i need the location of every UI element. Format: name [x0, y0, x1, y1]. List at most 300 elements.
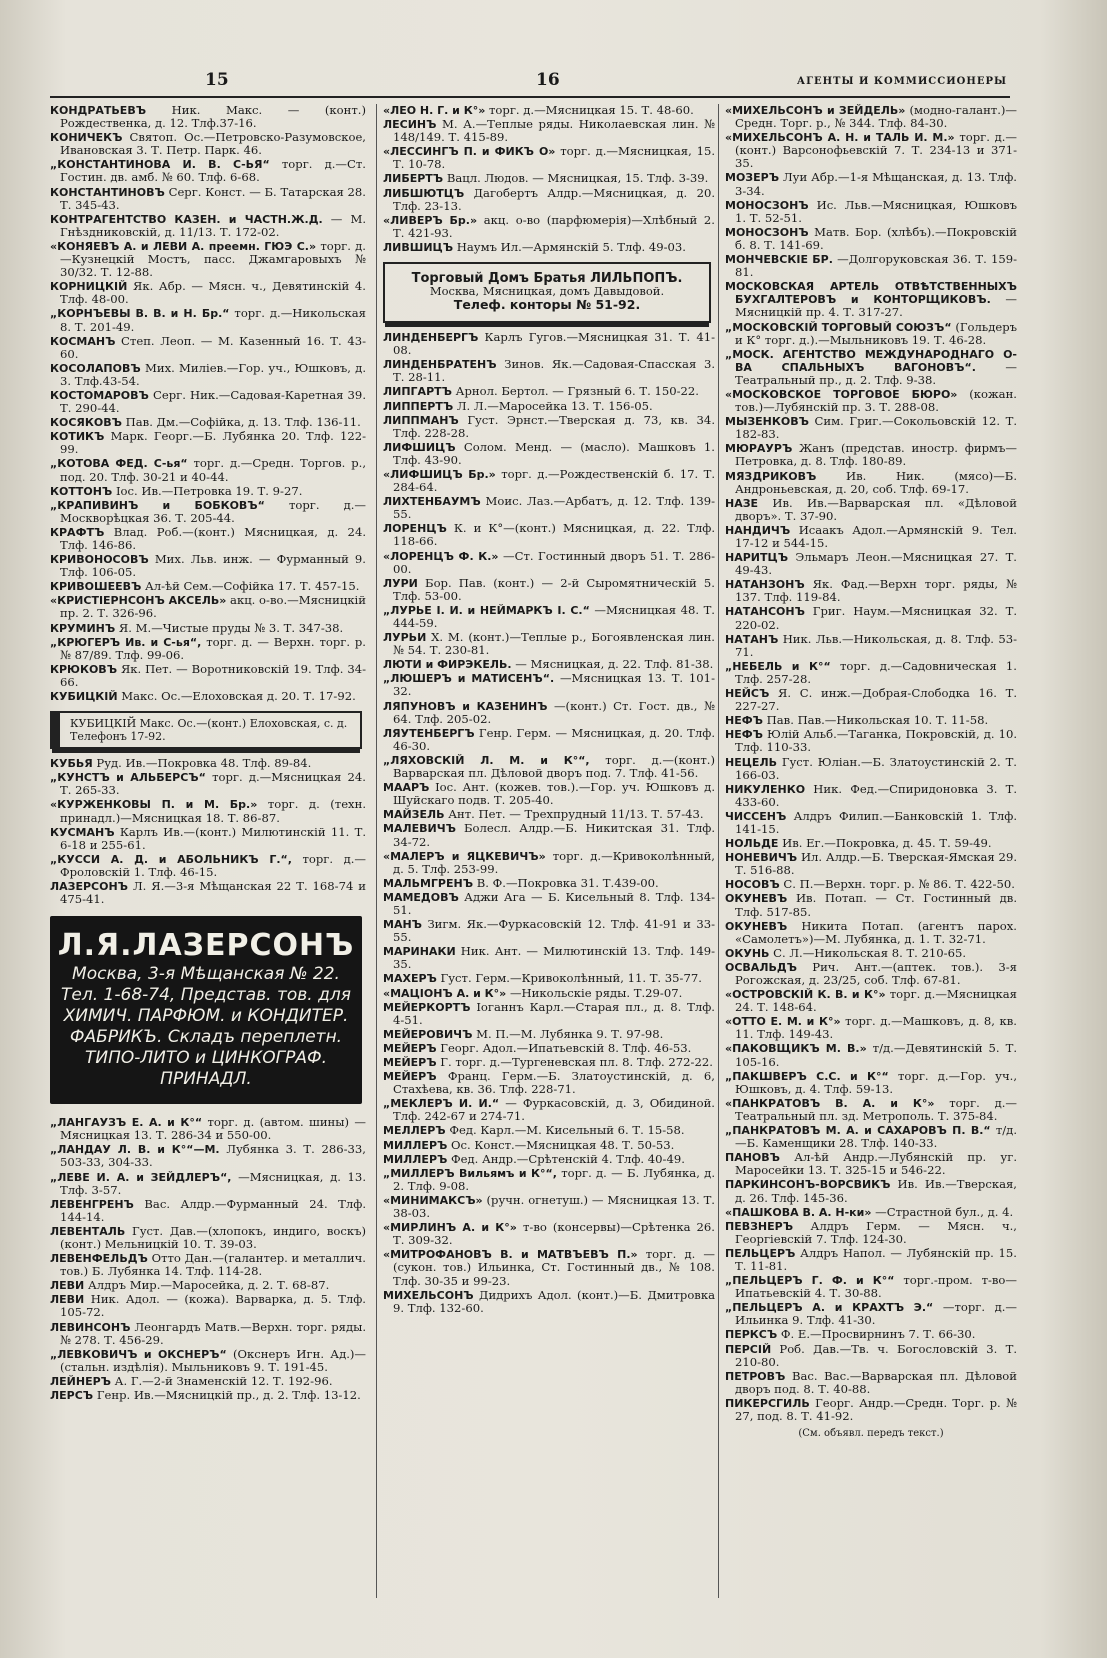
lilpop-title: Торговый Домъ Братья ЛИЛЬПОПЪ. [411, 271, 683, 287]
entry-details: —Никольскіе ряды. Т.29-07. [509, 985, 683, 1000]
directory-entry [383, 918, 715, 944]
directory-entry [50, 1143, 366, 1169]
entry-name: ОСВАЛЬДЪ [725, 960, 797, 974]
directory-entry [383, 945, 715, 971]
entry-name: „ЛЮШЕРЪ и МАТИСЕНЪ“. [383, 672, 555, 686]
entry-details: Карлъ Ив.—(конт.) Милютинскій 11. Т. 6-18 и 255-61. [60, 824, 367, 852]
entry-name: НОСОВЪ [725, 878, 780, 892]
directory-entry [383, 385, 715, 398]
entry-details: (кожан. тов.)—Лубянскій пр. 3. Т. 288-08. [735, 386, 1017, 415]
entry-details: В. Ф.—Покровка 31. Т.439-00. [476, 875, 659, 890]
entry-name: «ПАШКОВА В. А. Н-ки» [725, 1205, 872, 1219]
entry-name: ОКУНЬ [725, 946, 770, 960]
entry-details: Серг. Конст. — Б. Татарская 28. Т. 345-43. [60, 184, 366, 212]
directory-entry [50, 1321, 366, 1347]
entry-name: НАЗЕ [725, 496, 759, 510]
column-2 [376, 104, 715, 1598]
entry-details: Алдръ Напол. — Лубянскій пр. 15. Т. 11-81. [735, 1245, 1017, 1273]
entry-name: ЛИНДЕНБРАТЕНЪ [383, 358, 497, 372]
entry-details: — Фуркасовскій, д. 3, Обидиной. Тлф. 242-67 и 274-71. [393, 1096, 715, 1124]
directory-entry [383, 241, 715, 254]
directory-entry [50, 771, 366, 797]
entry-details: Ф. Е.—Просвирнинъ 7. Т. 66-30. [780, 1327, 976, 1342]
directory-entry [383, 822, 715, 848]
entry-details: акц. о-во.—Мясницкій пр. 2. Т. 326-96. [60, 593, 366, 621]
entry-details: Густ. Юліан.—Б. Златоустинскій 2. Т. 166-03. [735, 754, 1017, 782]
directory-entry [383, 550, 715, 576]
directory-entry [50, 690, 366, 703]
lilpop-phone: Телеф. конторы № 51-92. [453, 297, 641, 313]
directory-entry [50, 1225, 366, 1251]
entry-details: торг. д.—Кузнецкій Мостъ, пасс. Джамгаровыхъ № 30/32. Т. 12-88. [60, 238, 366, 280]
entry-details: Григ. Наум.—Мясницкая 32. Т. 220-02. [735, 604, 1018, 632]
directory-entry [725, 280, 1017, 319]
entry-details: Исаакъ Адол.—Армянскій 9. Тел. 17-12 и 544-15. [735, 522, 1017, 550]
directory-entry [725, 199, 1017, 225]
entry-details: Жанъ (представ. иностр. фирмъ—Петровка, д. 8. Тлф. 180-89. [735, 441, 1018, 469]
entry-name: «МИРЛИНЪ А. и К°» [383, 1221, 517, 1235]
entry-name: ЛИБЕРТЪ [383, 172, 444, 186]
entry-name: ЛЕВЕНГРЕНЪ [50, 1197, 134, 1211]
entry-name: «ЛИФШИЦЪ Бр.» [383, 467, 496, 481]
directory-entry [383, 187, 715, 213]
directory-entry [50, 622, 366, 635]
directory-entry [50, 1171, 366, 1197]
entry-details: Макс. Ос.—Елоховская д. 20. Т. 17-92. [121, 689, 356, 704]
entry-name: НЕЦЕЛЬ [725, 755, 777, 769]
entry-name: ПАРКИНСОНЪ-ВОРСВИКЪ [725, 1178, 891, 1192]
entry-details: т/д.—Б. Каменщики 28. Тлф. 140-33. [735, 1123, 1018, 1151]
adv-name: Л.Я.ЛАЗЕРСОНЪ [57, 928, 355, 964]
entry-name: «КОНЯЕВЪ А. и ЛЕВИ А. преемн. ГЮЭ С.» [50, 239, 317, 253]
directory-entry [725, 1343, 1017, 1369]
entry-details: Дагобертъ Алдр.—Мясницкая, д. 20. Тлф. 23-13. [393, 185, 716, 213]
entry-name: МЕЙЕРОВИЧЪ [383, 1027, 473, 1041]
directory-entry [725, 947, 1017, 960]
entry-details: Святоп. Ос.—Петровско-Разумовское, Ивановская 3. Т. Петр. Парк. 46. [60, 130, 366, 158]
directory-entry [50, 1348, 366, 1374]
directory-entry [50, 280, 366, 306]
entry-name: ЛЕЙНЕРЪ [50, 1374, 111, 1388]
entry-details: А. Г.—2-й Знаменскій 12. Т. 192-96. [114, 1373, 333, 1388]
entry-details: торг. д.—Гор. уч., Юшковъ, д. 4. Тлф. 59-13. [735, 1068, 1018, 1096]
entry-name: НОЛЬДЕ [725, 837, 779, 851]
entry-name: „НЕБЕЛЬ и К°“ [725, 659, 831, 673]
entry-details: Георг. Адол.—Ипатьевскій 8. Тлф. 46-53. [440, 1040, 692, 1055]
entry-name: «ОСТРОВСКІЙ К. В. и К°» [725, 988, 886, 1002]
entry-name: КОТИКЪ [50, 430, 105, 444]
entry-name: ПЕРКСЪ [725, 1328, 778, 1342]
entry-details: торг.-пром. т-во—Ипатьевскій 4. Т. 30-88. [735, 1273, 1018, 1301]
entry-name: КРЮКОВЪ [50, 662, 118, 676]
entry-name: КОРНИЦКІЙ [50, 280, 128, 294]
entry-details: — Театральный пр., д. 2. Тлф. 9-38. [735, 359, 1017, 387]
entry-details: — М. Гнѣздниковскій, д. 11/13. Т. 172-02. [60, 211, 367, 239]
entry-details: Болесл. Алдр.—Б. Никитская 31. Тлф. 34-72. [393, 821, 716, 849]
directory-entry [725, 104, 1017, 130]
entry-name: ПЕЛЬЦЕРЪ [725, 1246, 796, 1260]
directory-entry [50, 1389, 366, 1402]
entry-details: Ал-ѣй Сем.—Софійка 17. Т. 457-15. [145, 579, 360, 594]
entry-name: МЕЙЕРЪ [383, 1070, 437, 1084]
entry-name: „ЛУРЬЕ І. И. и НЕЙМАРКЪ І. С.“ [383, 603, 590, 617]
entry-details: М. А.—Теплые ряды. Николаевская лин. № 148/149. Т. 415-89. [393, 117, 715, 145]
entry-details: Зигм. Як.—Фуркасовскій 12. Тлф. 41-91 и 33-55. [393, 917, 716, 945]
entry-details: Ив. Ив.—Тверская, д. 26. Тлф. 145-36. [735, 1177, 1017, 1205]
entry-details: Л. Я.—3-я Мѣщанская 22 Т. 168-74 и 475-41. [60, 878, 366, 907]
entry-details: торг. д. — Б. Лубянка, д. 2. Тлф. 9-08. [393, 1165, 716, 1193]
entry-details: Ник. Макс. — (конт.) Рождественка, д. 12. Тлф.37-16. [60, 103, 366, 131]
entry-name: ЛИФШИЦЪ [383, 440, 456, 454]
directory-entry [725, 892, 1017, 918]
entry-name: „ПЕЛЬЦЕРЪ А. и КРАХТЪ Э.“ [725, 1301, 934, 1315]
entry-details: торг. д.—Кривоколѣнный, д. 5. Тлф. 253-99. [393, 848, 715, 876]
directory-entry [725, 388, 1017, 414]
entry-name: МЮРАУРЪ [725, 442, 793, 456]
entry-details: Ив. Ег.—Покровка, д. 45. Т. 59-49. [782, 836, 992, 851]
entry-details: Х. М. (конт.)—Теплые р., Богоявленская лин. № 54. Т. 230-81. [393, 630, 715, 658]
directory-entry [50, 1375, 366, 1388]
entry-details: Зинов. Як.—Садовая-Спасская 3. Т. 28-11. [393, 357, 716, 385]
entry-details: —Мясницкая 48. Т. 444-59. [393, 602, 715, 630]
directory-entry [383, 631, 715, 657]
entry-name: ЛЕВИ [50, 1279, 85, 1293]
entry-details: (ручн. огнетуш.) — Мясницкая 13. Т. 38-03. [393, 1192, 715, 1221]
directory-entry [725, 1274, 1017, 1300]
entry-details: Степ. Леоп. — М. Казенный 16. Т. 43-60. [60, 333, 366, 361]
entry-name: „КОНСТАНТИНОВА И. В. С-ЬЯ“ [50, 158, 270, 172]
directory-entry [725, 1370, 1017, 1396]
directory-entry [383, 331, 715, 357]
entry-details: Ос. Конст.—Мясницкая 48. Т. 50-53. [451, 1137, 675, 1152]
entry-details: торг. д.—Ст. Гостин. дв. амб. № 60. Тлф. 6-68. [60, 157, 366, 185]
entry-details: Матв. Бор. (хлѣбъ).—Покровскій б. 8. Т. 141-69. [735, 224, 1018, 252]
entry-name: НАРИТЦЪ [725, 551, 789, 565]
header-rule [50, 96, 1010, 98]
entry-details: Генр. Ив.—Мясницкій пр., д. 2. Тлф. 13-12. [96, 1388, 361, 1403]
entry-details: Серг. Ник.—Садовая-Каретная 39. Т. 290-44. [60, 387, 366, 416]
directory-entry [725, 810, 1017, 836]
entry-details: Роб. Дав.—Тв. ч. Богословскій 3. Т. 210-80. [735, 1341, 1017, 1369]
entry-name: НОНЕВИЧЪ [725, 851, 798, 865]
entry-name: МОНОСЗОНЪ [725, 198, 809, 212]
entry-name: ЛЕВИ [50, 1293, 85, 1307]
entry-name: „ПЕЛЬЦЕРЪ Г. Ф. и К°“ [725, 1274, 895, 1288]
entry-name: «МИНИМАКСЪ» [383, 1193, 483, 1207]
directory-entry [383, 1124, 715, 1137]
entry-details: Луи Абр.—1-я Мѣщанская, д. 13. Тлф. 3-34. [735, 170, 1017, 198]
entry-details: —Долгоруковская 36. Т. 159-81. [735, 252, 1018, 280]
directory-entry [383, 1028, 715, 1041]
entry-details: т-во (консервы)—Срѣтенка 26. Т. 309-32. [393, 1220, 715, 1248]
entry-details: Вацл. Людов. — Мясницкая, 15. Тлф. 3-39. [446, 171, 709, 186]
entry-name: ПИКЕРСГИЛЬ [725, 1396, 810, 1410]
entry-details: торг. д.—Машковъ, д. 8, кв. 11. Тлф. 149-43. [735, 1014, 1017, 1042]
entry-name: КОСЯКОВЪ [50, 416, 122, 430]
entry-details: Ив. Ив.—Варварская пл. «Дѣловой дворъ». Т. 37-90. [735, 495, 1018, 523]
directory-entry [725, 756, 1017, 782]
directory-entry [50, 158, 366, 184]
directory-entry [383, 1248, 715, 1287]
entry-name: КРИВОНОСОВЪ [50, 553, 149, 567]
entry-details: —Ст. Гостинный дворъ 51. Т. 286-00. [393, 548, 716, 576]
entry-name: „ПАНКРАТОВЪ М. А. и САХАРОВЪ П. В.“ [725, 1124, 991, 1138]
entry-details: Мих. Милiев.—Гор. уч., Юшковъ, д. 3. Тлф.43-54. [60, 360, 367, 388]
entry-details: Ант. Пет. — Трехпрудный 11/13. Т. 57-43. [448, 807, 704, 822]
entry-details: Франц. Герм.—Б. Златоустинскій, д. 6, Стахѣева, кв. 36. Тлф. 228-71. [393, 1069, 715, 1097]
directory-entry [725, 660, 1017, 686]
entry-name: МАХЕРЪ [383, 972, 437, 986]
entry-details: торг. д. (автом. шины) — Мясницкая 13. Т. 286-34 и 550-00. [60, 1115, 366, 1143]
entry-details: Сим. Григ.—Сокольовскій 12. Т. 182-83. [735, 414, 1018, 442]
entry-name: ЛУРЬИ [383, 631, 427, 645]
directory-entry [725, 1070, 1017, 1096]
entry-details: Алдръ Герм. — Мясн. ч., Георгіевскій 7. Тлф. 124-30. [735, 1218, 1017, 1246]
entry-details: Ил. Алдр.—Б. Тверская-Ямская 29. Т. 516-88. [735, 850, 1017, 878]
entry-details: Рич. Ант.—(аптек. тов.). 3-я Рогожская, д. 23/25, соб. Тлф. 67-81. [735, 959, 1018, 987]
kubitsky-ad-text: КУБИЦКІЙ Макс. Ос.—(конт.) Елоховская, с. д. Телефонъ 17-92. [70, 717, 348, 744]
entry-name: ПЕТРОВЪ [725, 1369, 786, 1383]
entry-details: Генр. Герм. — Мясницкая, д. 20. Тлф. 46-30. [393, 725, 716, 753]
directory-entry [383, 1153, 715, 1166]
entry-name: «ЛЕССИНГЪ П. и ФИКЪ О» [383, 145, 556, 159]
entry-name: ЛИНДЕНБЕРГЪ [383, 331, 479, 345]
entry-details: Ив. Ник. (мясо)—Б. Андроньевская, д. 20, соб. Тлф. 69-17. [735, 468, 1017, 496]
entry-name: ЛЮТИ и ФИРЭКЕЛЬ. [383, 658, 512, 672]
entry-name: ЛИППМАНЪ [383, 413, 459, 427]
directory-entry [50, 362, 366, 388]
entry-name: КОНСТАНТИНОВЪ [50, 185, 165, 199]
entry-name: КОСОЛАПОВЪ [50, 361, 141, 375]
entry-name: МИХЕЛЬСОНЪ [383, 1288, 474, 1302]
directory-entry [725, 1328, 1017, 1341]
entry-name: МИЛЛЕРЪ [383, 1138, 448, 1152]
directory-entry [725, 415, 1017, 441]
directory-entry [383, 672, 715, 698]
entry-name: МОНОСЗОНЪ [725, 225, 809, 239]
directory-entry [725, 961, 1017, 987]
directory-entry [725, 783, 1017, 809]
entry-details: —Мясницкая, д. 13. Тлф. 3-57. [60, 1169, 366, 1197]
entry-name: МОСКОВСКАЯ АРТЕЛЬ ОТВѢТСТВЕННЫХЪ БУХГАЛТЕРОВЪ и КОНТОРЩИКОВЪ. [725, 280, 1017, 307]
directory-entry [50, 580, 366, 593]
column-1 [50, 104, 366, 1598]
entry-name: „ЛАНДАУ Л. В. и К°“—М. [50, 1143, 220, 1157]
entry-name: ЛИХТЕНБАУМЪ [383, 495, 481, 509]
directory-entry [383, 1070, 715, 1096]
entry-name: ОКУНЕВЪ [725, 919, 788, 933]
entry-name: КУБЬЯ [50, 757, 93, 771]
directory-entry [725, 851, 1017, 877]
entry-name: ЛОРЕНЦЪ [383, 522, 447, 536]
entry-details: Як. Пет. — Воротниковскій 19. Тлф. 34-66. [60, 661, 366, 689]
entry-name: МЕЙЕРЪ [383, 1041, 437, 1055]
entry-name: „КОТОВА ФЕД. С-ья“ [50, 457, 188, 471]
entry-details: С. Л.—Никольская 8. Т. 210-65. [773, 945, 967, 960]
entry-name: «МИХЕЛЬСОНЪ А. Н. и ТАЛЬ И. М.» [725, 131, 955, 145]
directory-entry [50, 389, 366, 415]
entry-details: Іос. Ив.—Петровка 19. Т. 9-27. [115, 483, 303, 498]
entry-name: МАРИНАКИ [383, 945, 456, 959]
entry-details: торг. д.—Фроловскій 1. Тлф. 46-15. [60, 851, 366, 879]
entry-details: Ал-ѣй Андр.—Лубянскій пр. уг. Маросейки 13. Т. 325-15 и 546-22. [735, 1150, 1018, 1178]
directory-entry [725, 578, 1017, 604]
entry-name: КУБИЦКІЙ [50, 690, 118, 704]
directory-entry [50, 663, 366, 689]
entry-details: торг. д.—Театральный пл. зд. Метрополь. Т. 375-84. [735, 1095, 1017, 1123]
entry-details: Руд. Ив.—Покровка 48. Тлф. 89-84. [96, 756, 312, 771]
entry-name: «ЛЕО Н. Г. и К°» [383, 104, 486, 117]
entry-name: МОЗЕРЪ [725, 171, 780, 185]
page-number-right: 16 [536, 70, 560, 90]
entry-name: МЕЙЕРКОРТЪ [383, 1000, 471, 1014]
entry-details: торг. д.—Мясницкая 15. Т. 48-60. [489, 103, 694, 117]
entry-details: Іос. Ант. (кожев. тов.).—Гор. уч. Юшковъ д. Шуйскаго подв. Т. 205-40. [393, 780, 716, 808]
entry-name: ЛАЗЕРСОНЪ [50, 879, 129, 893]
entry-details: Марк. Георг.—Б. Лубянка 20. Тлф. 122-99. [60, 429, 366, 457]
directory-entry [50, 553, 366, 579]
entry-name: ЛЕВЕНФЕЛЬДЪ [50, 1252, 148, 1266]
lazerson-advertisement [50, 916, 362, 1104]
directory-entry [725, 714, 1017, 727]
entry-name: „КРАПИВИНЪ и БОБКОВЪ“ [50, 498, 265, 512]
directory-entry [50, 798, 366, 824]
entry-name: ЛИППЕРТЪ [383, 399, 454, 413]
entry-details: —торг. д.—Ильинка 9. Тлф. 41-30. [735, 1300, 1018, 1328]
directory-entry [725, 348, 1017, 387]
entry-details: Карлъ Гугов.—Мясницкая 31. Т. 41-08. [393, 330, 716, 358]
entry-name: МЕЛЛЕРЪ [383, 1124, 446, 1138]
directory-entry [50, 131, 366, 157]
directory-entry [725, 1397, 1017, 1423]
directory-entry [725, 1220, 1017, 1246]
entry-name: ЛЕВИНСОНЪ [50, 1320, 131, 1334]
column-3 [718, 104, 1017, 1598]
entry-name: КРИВОШЕЕВЪ [50, 580, 142, 594]
directory-entry [725, 131, 1017, 170]
directory-entry [383, 1001, 715, 1027]
entry-details: (Окснеръ Игн. Ад.)—(стальн. издѣлія). Мыльниковъ 9. Т. 191-45. [60, 1346, 367, 1374]
entry-details: (Гольдеръ и К° торг. д.).—Мыльниковъ 19. Т. 46-28. [735, 319, 1017, 347]
entry-details: К. и К°—(конт.) Мясницкая, д. 22. Тлф. 118-66. [393, 521, 716, 549]
entry-name: ЛИБШЮТЦЪ [383, 186, 465, 200]
directory-entry [725, 524, 1017, 550]
directory-entry [725, 442, 1017, 468]
entry-name: МАНЪ [383, 918, 422, 932]
directory-entry [50, 416, 366, 429]
directory-entry [383, 495, 715, 521]
entry-name: „МОСК. АГЕНТСТВО МЕЖДУНАРОДНАГО О-ВА СПАЛЬНЫХЪ ВАГОНОВЪ“. [725, 347, 1017, 374]
entry-details: Пав. Дм.—Софійка, д. 13. Тлф. 136-11. [125, 415, 361, 430]
entry-details: Отто Дан.—(галантер. и металлич. тов.) Б. Лубянка 14. Тлф. 114-28. [60, 1251, 366, 1279]
directory-entry [383, 468, 715, 494]
entry-details: Я. С. инж.—Добрая-Слободка 16. Т. 227-27. [735, 686, 1018, 714]
directory-entry [725, 633, 1017, 659]
entry-name: КОТТОНЪ [50, 484, 113, 498]
entry-name: МИЛЛЕРЪ [383, 1152, 448, 1166]
entry-details: Леонгардъ Матв.—Верхн. торг. ряды. № 278. Т. 456-29. [60, 1319, 367, 1347]
entry-details: торг. д.—Средн. Торгов. р., под. 20. Тлф. 30-21 и 40-44. [60, 456, 367, 484]
directory-entry [50, 1252, 366, 1278]
directory-entry [725, 253, 1017, 279]
directory-entry [383, 214, 715, 240]
directory-entry [383, 1042, 715, 1055]
entry-name: „МИЛЛЕРЪ Вильямъ и К°“, [383, 1166, 557, 1180]
directory-entry [725, 728, 1017, 754]
entry-name: НАТАНЪ [725, 632, 779, 646]
directory-entry [50, 526, 366, 552]
entry-name: «ПАКОВЩИКЪ М. В.» [725, 1042, 867, 1056]
section-title: АГЕНТЫ И КОММИССИОНЕРЫ [796, 76, 1007, 87]
entry-name: МЫЗЕНКОВЪ [725, 415, 809, 429]
entry-details: торг. д.—Мясницкая 24. Т. 265-33. [60, 770, 366, 798]
entry-name: ЛЕСИНЪ [383, 118, 437, 132]
entry-details: торг. д.—Мясницкая 24. Т. 148-64. [735, 987, 1017, 1015]
entry-name: НЕФЪ [725, 728, 763, 742]
directory-entry [383, 987, 715, 1000]
directory-entry [383, 1167, 715, 1193]
entry-name: МЯЗДРИКОВЪ [725, 469, 817, 483]
entry-details: Аджи Ага — Б. Кисельный 8. Тлф. 134-51. [393, 889, 715, 917]
entry-details: Ник. Льв.—Никольская, д. 8. Тлф. 53-71. [735, 631, 1018, 659]
directory-entry [383, 850, 715, 876]
entry-name: КОСТОМАРОВЪ [50, 388, 149, 402]
directory-entry [50, 757, 366, 770]
directory-entry [725, 497, 1017, 523]
footnote: (См. объявл. передъ текст.) [798, 1428, 944, 1440]
directory-entry [383, 104, 715, 117]
directory-entry [383, 145, 715, 171]
entry-details: —(конт.) Ст. Гост. дв., № 64. Тлф. 205-02. [393, 698, 715, 726]
directory-entry [383, 1097, 715, 1123]
directory-entry [725, 551, 1017, 577]
directory-entry [725, 470, 1017, 496]
entry-details: Пав. Пав.—Никольская 10. Т. 11-58. [766, 713, 989, 728]
directory-entry [383, 172, 715, 185]
entry-details: Ив. Потап. — Ст. Гостинный дв. Тлф. 517-85. [735, 891, 1018, 919]
entry-name: МОНЧЕВСКІЕ БР. [725, 253, 833, 267]
entry-name: КОНТРАГЕНТСТВО КАЗЕН. и ЧАСТН.Ж.Д. [50, 212, 323, 226]
directory-entry [725, 171, 1017, 197]
directory-entry [725, 1124, 1017, 1150]
entry-name: ЛЯУТЕНБЕРГЪ [383, 726, 475, 740]
directory-entry [383, 972, 715, 985]
directory-entry [50, 594, 366, 620]
directory-entry [725, 837, 1017, 850]
entry-details: Я. М.—Чистые пруды № 3. Т. 347-38. [118, 620, 344, 635]
entry-name: „МОСКОВСКІЙ ТОРГОВЫЙ СОЮЗЪ“ [725, 320, 952, 334]
entry-name: „КУССИ А. Д. и АБОЛЬНИКЪ Г.“, [50, 852, 292, 866]
entry-details: — Мясницкая, д. 22. Тлф. 81-38. [515, 657, 714, 672]
entry-name: МЕЙЕРЪ [383, 1056, 437, 1069]
directory-entry [50, 636, 366, 662]
directory-entry [50, 186, 366, 212]
directory-entry [50, 335, 366, 361]
entry-details: торг. д.—(конт.) Варварская пл. Дѣловой дворъ под. 7. Тлф. 41-56. [393, 752, 716, 781]
entry-details: Фед. Андр.—Срѣтенскій 4. Тлф. 40-49. [451, 1151, 685, 1166]
entry-details: Дидрихъ Адол. (конт.)—Б. Дмитровка 9. Тлф. 132-60. [393, 1287, 715, 1315]
entry-name: «ЛИВЕРЪ Бр.» [383, 213, 478, 227]
directory-entry [725, 988, 1017, 1014]
entry-name: „ЛЕВЕ И. А. и ЗЕЙДЛЕРЪ“, [50, 1170, 232, 1184]
directory-entry [383, 877, 715, 890]
directory-entry [383, 700, 715, 726]
entry-name: ЛЕВЕНТАЛЬ [50, 1224, 126, 1238]
entry-details: Фед. Карл.—М. Кисельный 6. Т. 15-58. [449, 1123, 685, 1138]
directory-entry [383, 1289, 715, 1315]
entry-details: торг. д.—Рождественскій б. 17. Т. 284-64. [393, 466, 716, 495]
entry-name: МААРЪ [383, 781, 430, 795]
